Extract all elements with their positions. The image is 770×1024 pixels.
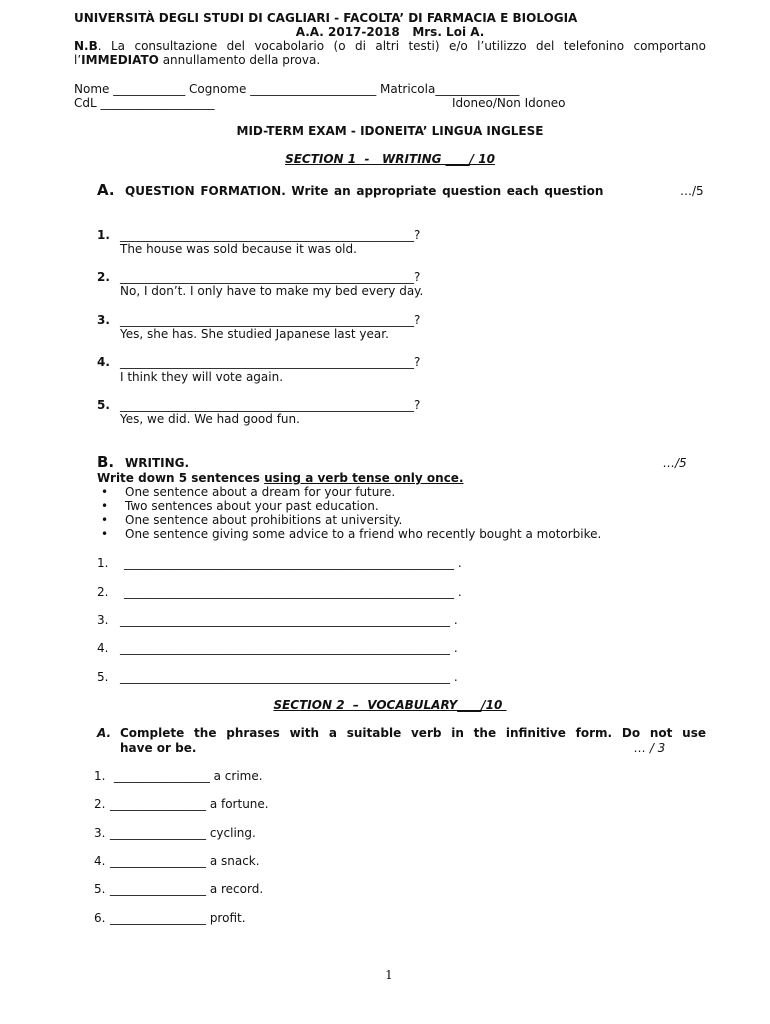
section1-a-instruction: QUESTION FORMATION. Write an appropriate question each question: [125, 184, 604, 198]
vocab-number: 4.: [94, 854, 106, 868]
writing-line[interactable]: _______________________________________________________ .: [124, 556, 462, 570]
nb-label: N.B: [74, 39, 98, 53]
nb-text-1: . La consultazione del vocabolario (o di altri testi) e/o l’utilizzo del telefonino comportano: [97, 39, 706, 53]
section1-title: SECTION 1 - WRITING ____/ 10: [285, 152, 495, 166]
vocab-item[interactable]: ________________ cycling.: [110, 826, 256, 840]
vocab-item[interactable]: ________________ a snack.: [110, 854, 260, 868]
nb-bold: IMMEDIATO: [81, 53, 159, 67]
bullet-item: One sentence giving some advice to a friend who recently bought a motorbike.: [125, 527, 602, 541]
question-line[interactable]: _________________________________________________?: [120, 228, 421, 242]
vocab-item[interactable]: ________________ a crime.: [110, 769, 263, 783]
question-number: 2.: [97, 270, 110, 284]
name-fields-line[interactable]: Nome ____________ Cognome _____________________ Matricola______________: [74, 82, 520, 96]
answer-text: The house was sold because it was old.: [120, 242, 357, 256]
writing-line[interactable]: _______________________________________________________ .: [120, 641, 458, 655]
answer-text: Yes, she has. She studied Japanese last year.: [120, 327, 389, 341]
vocab-number: 1.: [94, 769, 106, 783]
vocab-number: 5.: [94, 882, 106, 896]
writing-line[interactable]: _______________________________________________________ .: [124, 585, 462, 599]
nb-suffix: annullamento della prova.: [158, 53, 321, 67]
section2-title: SECTION 2 – VOCABULARY____/10: [273, 698, 507, 712]
question-line[interactable]: _________________________________________________?: [120, 355, 421, 369]
vocab-number: 6.: [94, 911, 106, 925]
writing-line[interactable]: _______________________________________________________ .: [120, 670, 458, 684]
bullet-icon: •: [101, 499, 109, 513]
vocab-item[interactable]: ________________ profit.: [110, 911, 246, 925]
idoneo-label: Idoneo/Non Idoneo: [452, 96, 566, 110]
question-number: 5.: [97, 398, 110, 412]
bullet-icon: •: [101, 527, 109, 541]
question-number: 4.: [97, 355, 110, 369]
question-line[interactable]: _________________________________________________?: [120, 270, 421, 284]
section1-b-title: WRITING.: [125, 456, 190, 470]
section1-b-score: …/5: [663, 456, 687, 470]
question-line[interactable]: _________________________________________________?: [120, 313, 421, 327]
section1-a-letter: A.: [97, 181, 115, 199]
bullet-item: One sentence about prohibitions at university.: [125, 513, 403, 527]
question-line[interactable]: _________________________________________________?: [120, 398, 421, 412]
page-number: 1: [385, 968, 393, 982]
bullet-icon: •: [101, 513, 109, 527]
bullet-item: One sentence about a dream for your future.: [125, 485, 396, 499]
bullet-icon: •: [101, 485, 109, 499]
question-number: 1.: [97, 228, 110, 242]
section1-b-letter: B.: [97, 453, 115, 471]
year-teacher-line: A.A. 2017-2018 Mrs. Loi A.: [295, 25, 485, 39]
university-heading: UNIVERSITÀ DEGLI STUDI DI CAGLIARI - FACOLTA’ DI FARMACIA E BIOLOGIA: [74, 11, 578, 25]
nb-line-2: [74, 53, 320, 67]
cdl-field-line[interactable]: CdL ___________________: [74, 96, 215, 110]
exam-title: MID-TERM EXAM - IDONEITA’ LINGUA INGLESE: [236, 124, 544, 138]
writing-number: 5.: [97, 670, 109, 684]
writing-number: 3.: [97, 613, 109, 627]
question-number: 3.: [97, 313, 110, 327]
section2-a-letter: A.: [97, 726, 112, 740]
vocab-number: 3.: [94, 826, 106, 840]
vocab-number: 2.: [94, 797, 106, 811]
answer-text: Yes, we did. We had good fun.: [120, 412, 300, 426]
section2-a-score: … / 3: [634, 741, 666, 755]
writing-number: 2.: [97, 585, 109, 599]
section1-a-score: …/5: [680, 184, 704, 198]
writing-number: 1.: [97, 556, 109, 570]
writing-number: 4.: [97, 641, 109, 655]
nb-prefix: l’: [74, 53, 82, 67]
instruction-underlined: using a verb tense only once.: [264, 471, 464, 485]
answer-text: No, I don’t. I only have to make my bed every day.: [120, 284, 424, 298]
instruction-prefix: Write down 5 sentences: [97, 471, 265, 485]
bullet-item: Two sentences about your past education.: [125, 499, 379, 513]
vocab-item[interactable]: ________________ a fortune.: [110, 797, 269, 811]
writing-line[interactable]: _______________________________________________________ .: [120, 613, 458, 627]
nb-line-1: [74, 39, 706, 53]
vocab-item[interactable]: ________________ a record.: [110, 882, 264, 896]
section1-b-instruction: [97, 471, 464, 485]
section2-a-instruction-1: Complete the phrases with a suitable verb in the infinitive form. Do not use: [120, 726, 706, 740]
answer-text: I think they will vote again.: [120, 370, 284, 384]
section2-a-instruction-2: have or be.: [120, 741, 197, 755]
